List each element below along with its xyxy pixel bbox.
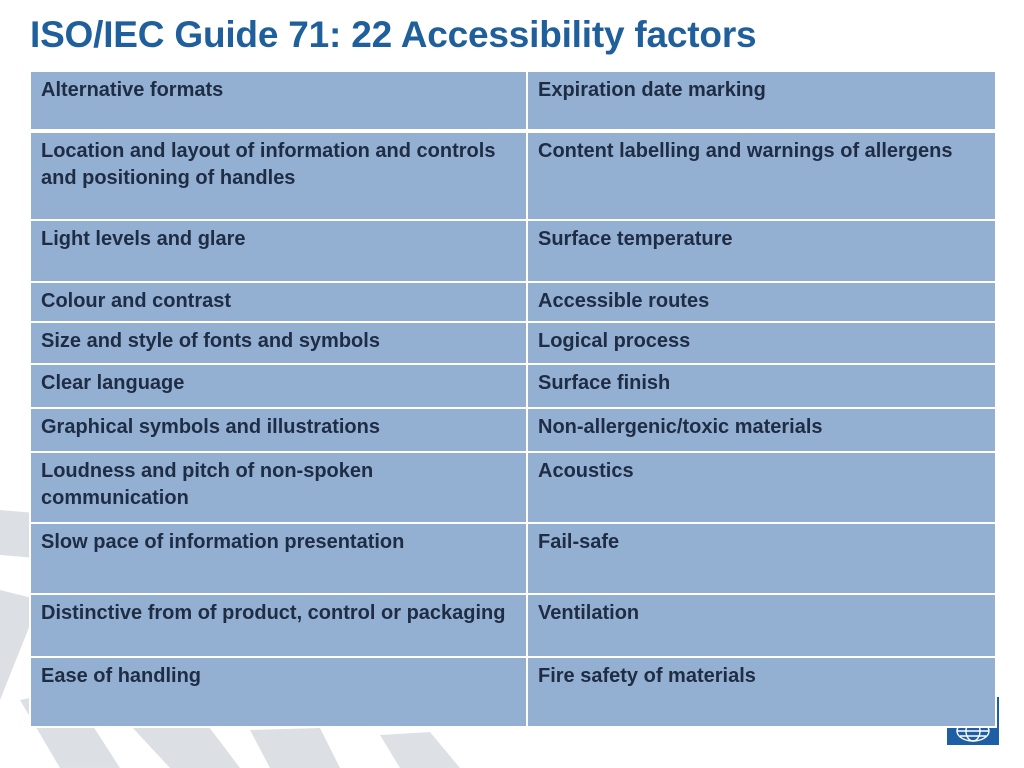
table-row <box>30 364 996 408</box>
table-cell: Clear language <box>30 364 527 408</box>
table-cell: Light levels and glare <box>30 220 527 282</box>
table-cell: Fail-safe <box>527 523 996 594</box>
table-cell: Distinctive from of product, control or packaging <box>30 594 527 657</box>
table-cell: Ease of handling <box>30 657 527 727</box>
table-row <box>30 131 996 220</box>
table-cell: Surface temperature <box>527 220 996 282</box>
table-cell: Loudness and pitch of non-spoken communication <box>30 452 527 523</box>
table-row <box>30 452 996 523</box>
table-cell: Expiration date marking <box>527 71 996 131</box>
table-cell: Non-allergenic/toxic materials <box>527 408 996 452</box>
table-cell: Graphical symbols and illustrations <box>30 408 527 452</box>
table-row <box>30 657 996 727</box>
table-cell: Alternative formats <box>30 71 527 131</box>
table-cell: Accessible routes <box>527 282 996 322</box>
table-row <box>30 220 996 282</box>
table-cell: Size and style of fonts and symbols <box>30 322 527 364</box>
table-row <box>30 282 996 322</box>
table-row <box>30 594 996 657</box>
table-row <box>30 322 996 364</box>
table-cell: Colour and contrast <box>30 282 527 322</box>
table-cell: Slow pace of information presentation <box>30 523 527 594</box>
table-cell: Location and layout of information and controls and positioning of handles <box>30 131 527 220</box>
accessibility-factors-table <box>29 70 997 728</box>
table-cell: Ventilation <box>527 594 996 657</box>
table-cell: Surface finish <box>527 364 996 408</box>
table-cell: Fire safety of materials <box>527 657 996 727</box>
table-cell: Acoustics <box>527 452 996 523</box>
table-cell: Content labelling and warnings of allergens <box>527 131 996 220</box>
table-row <box>30 523 996 594</box>
table-row <box>30 71 996 131</box>
slide-title: ISO/IEC Guide 71: 22 Accessibility factors <box>30 14 757 55</box>
table-row <box>30 408 996 452</box>
table-cell: Logical process <box>527 322 996 364</box>
